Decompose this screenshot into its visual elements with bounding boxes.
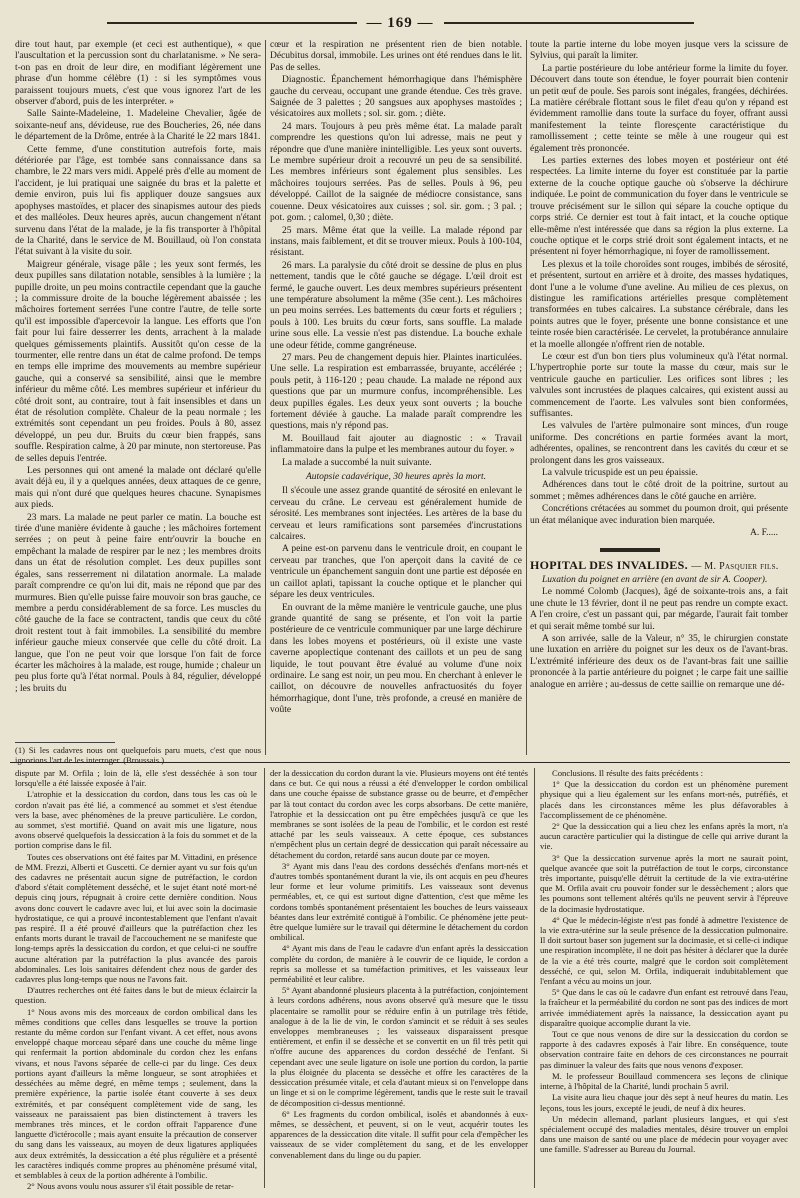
bottom-column-3 bbox=[540, 768, 788, 1188]
bottom-column-2 bbox=[270, 768, 528, 1188]
section-author: — M. Pasquier fils. bbox=[691, 561, 779, 572]
paragraph: Concrétions crétacées au sommet du poumon droit, qui présente un état mélanique avec induration bien marquée. bbox=[530, 504, 788, 526]
paragraph: Tout ce que nous venons de dire sur la dessiccation du cordon se rapporte à des cadavres exposés à l'air libre. En conséquence, toute observation contraire faite en dehors de ces circonstances ne pourrait pas diminuer la valeur des faits que nous venons d'exposer. bbox=[540, 1029, 788, 1070]
paragraph: 4° Que le médecin-légiste n'est pas fondé à admettre l'existence de la vie extra-utérine sur la seule présence de la dessiccation pulmonaire. Il doit surtout baser son jugement sur la docimasie, et si celle-ci indique une respiration incomplète, il ne doit pas hésiter à déclarer que la durée de la vie a été très courte, malgré que le cordon soit complètement desséché, ce qui, selon M. Orfila, indiquerait indubitablement que l'enfant a vécu au moins un jour. bbox=[540, 914, 788, 987]
paragraph: La malade a succombé la nuit suivante. bbox=[282, 457, 432, 468]
paragraph: A son arrivée, salle de la Valeur, n° 35, le chirurgien constate une luxation en arrière du poignet sur les deux os de l'avant-bras. L'extrémité inférieure des deux os de l'avant-bras fait une saillie prononcée à la partie antérieure du poignet ; le carpe fait une saillie analogue en arrière ; au-dessus de cette saillie on remarque une dé- bbox=[530, 634, 788, 690]
section-separator bbox=[600, 548, 660, 552]
paragraph: 3° Ayant mis dans l'eau des cordons desséchés d'enfans mort-nés et d'autres tombés spontanément durant la vie, ils ont acquis en peu d'heures leur forme et leur volume primitifs. Les vaisseaux sont devenus perméables, et, ce qui est surtout digne d'attention, c'est que même les cordons tombés spontanément présentaient les bouches de leurs vaisseaux béantes dans leur extrémité contiguë à l'ombilic. Ce phénomène jette peut-être quelque lumière sur le travail qui détermine le détachement du cordon ombilical. bbox=[270, 860, 528, 943]
footnote: (1) Si les cadavres nous ont quelquefois paru muets, c'est que nous ignorions l'art de les interroger. (Broussais.) bbox=[15, 745, 261, 765]
paragraph: A peine est-on parvenu dans le ventricule droit, en coupant le cerveau par tranches, que l'on aperçoit dans la cavité de ce ventricule un épanchement sanguin dont une partie est déposée en un caillot aplati, tapissant la couche optique et le plancher qui sépare les deux ventricules. bbox=[270, 544, 522, 601]
paragraph: 6° Les fragments du cordon ombilical, isolés et abandonnés à eux-mêmes, se dessèchent, et peuvent, si on le veut, acquérir toutes les apparences de la dessiccation dite vitale. Il suffit pour cela d'empêcher les vaisseaux de se vider complètement du sang, et de les envelopper convenablement dans du linge ou du papier. bbox=[270, 1108, 528, 1160]
paragraph: Le nommé Colomb (Jacques), âgé de soixante-trois ans, a fait une chute le 13 février, dont il ne peut pas rendre un compte exact. A l'en croire, c'est un passant qui, par mégarde, l'aurait fait tomber et qui serait même tombé sur lui. bbox=[530, 587, 788, 632]
column-1 bbox=[15, 40, 261, 694]
paragraph: 3° Que la dessiccation survenue après la mort ne saurait point, quelque avancée que soit la putréfaction de tout le corps, circonstance très importante, puisqu'elle détruit la certitude de la vie extra-utérine que M. Orfila avait cru pouvoir fonder sur le dessèchement ; alors que les poumons sont tellement altérés qu'ils ne peuvent servir à l'épreuve de la docimasie hydrostatique. bbox=[540, 852, 788, 914]
header-rule-right bbox=[444, 22, 694, 24]
paragraph: Le cœur est d'un bon tiers plus volumineux qu'à l'état normal. L'hypertrophie porte sur toute la masse du cœur, mais sur le ventricule gauche en particulier. Les orifices sont libres ; les valvules sont incrustées de plaques calcaires, qui existent aussi au commencement de l'aorte. Les valvules sont bien conformées, suffisantes. bbox=[530, 351, 788, 419]
paragraph: En ouvrant de la même manière le ventricule gauche, une plus grande quantité de sang se présente, et l'on voit la partie postérieure de ce ventricule communiquer par une large déchirure dans les lobes moyens et postérieurs, où il existe une vaste caverne apoplectique contenant des caillots et un peu de sang liquide, le tout pouvant être évalué au volume d'une noix ordinaire. Le sang est noir, un peu mou. En cherchant à enlever le caillot, on découvre de nouvelles anfractuosités du foyer hémorrhagique, dont l'une, très profonde, a creusé en manière de voûte bbox=[270, 602, 522, 716]
paragraph: 26 mars. La paralysie du côté droit se dessine de plus en plus nettement, tandis que le côté gauche se dégage. L'œil droit est fermé, le gauche ouvert. Les deux membres supérieurs présentent une température absolument la même (35e cent.). Les mâchoires un peu moins serrées. Les battements du cœur forts et réguliers ; pouls à 100. Les bruits du cœur forts, sans souffle. La malade urine sous elle. La vessie n'est pas distendue. La bouche exhale une odeur fétide, comme gangréneuse. bbox=[270, 260, 522, 351]
page-number: — 169 — bbox=[366, 14, 434, 31]
paragraph: Les valvules de l'artère pulmonaire sont minces, d'un rouge uniforme. Des concrétions en partie formées avant la mort, adhérentes, opalines, se rencontrent dans les cavités du cœur et se prolongent dans les gros vaisseaux. bbox=[530, 421, 788, 466]
column-divider bbox=[264, 768, 265, 1188]
paragraph: M. le professeur Bouillaud commencera ses leçons de clinique interne, à l'hôpital de la Charité, lundi prochain 5 avril. bbox=[540, 1070, 788, 1092]
paragraph: Maigreur générale, visage pâle ; les yeux sont fermés, les deux pupilles sans dilatation notable, sensibles à la lumière ; la pupille droite, un peu moins contractile cependant que la gauche ; la commissure droite de la bouche légèrement abaissée ; les mâchoires fortement serrées l'une contre l'autre, de telle sorte qu'il est impossible d'apercevoir la langue. Les efforts que l'on fait pour lui faire desserrer les dents, arrachent à la malade quelques gémissements plaintifs. Aussitôt qu'on cesse de la tourmenter, elle rentre dans un état de calme profond. De temps en temps elle imprime des mouvements au membre supérieur gauche, qui a conservé sa sensibilité, ainsi que le membre inférieur du même côté. Les membres supérieur et inférieur du côté droit sont, au contraire, tout à fait insensibles et dans un état de résolution complète. Chaleur de la peau normale ; les extrémités sont cependant un peu froides. Pouls à 80, assez développé, un peu dur. Bruits du cœur bien frappés, sans souffle. Respiration calme, à 20 par minute, non stertoreuse. Pas de selles depuis l'entrée. bbox=[15, 259, 261, 464]
paragraph: toute la partie interne du lobe moyen jusque vers la scissure de Sylvius, qui paraît la limiter. bbox=[530, 40, 788, 62]
footnote-rule bbox=[15, 742, 115, 743]
column-divider bbox=[526, 40, 527, 755]
section-title: HOPITAL DES INVALIDES. bbox=[530, 558, 688, 572]
paragraph: La valvule tricuspide est un peu épaissie. bbox=[542, 468, 698, 479]
paragraph: 4° Ayant mis dans de l'eau le cadavre d'un enfant après la dessiccation complète du cordon, de manière à le couvrir de ce liquide, le cordon a repris sa mollesse et sa tuméfaction primitives, et les vaisseaux leur perméabilité et leur calibre. bbox=[270, 943, 528, 985]
paragraph: Il s'écoule une assez grande quantité de sérosité en enlevant le cerveau du crâne. Le cerveau est généralement humide de sérosité. Les membranes sont injectées. Les artères de la base du cerveau et leurs ramifications sont parsemées d'incrustations calcaires. bbox=[270, 486, 522, 543]
paragraph: Salle Sainte-Madeleine, 1. Madeleine Chevalier, âgée de soixante-neuf ans, dévideuse, rue des Boucheries, 26, née dans le département de la Drôme, entrée à la Charité le 22 mars 1841. bbox=[15, 109, 261, 143]
page-header bbox=[0, 12, 800, 34]
autopsy-heading: Autopsie cadavérique, 30 heures après la mort. bbox=[305, 472, 487, 483]
paragraph: Cette femme, d'une constitution autrefois forte, mais détériorée par l'âge, est tombée sans connaissance dans sa chambre, le 22 mars vers midi. Appelé près d'elle au moment de l'accident, je lui pratiquai une saignée du bras et la palette et demie environ, puis lui fis appliquer douze sangsues aux apophyses mastoïdes, et placer des sinapismes autour des pieds et des malléoles. Deux heures après, aucun changement n'étant survenu dans l'état de la malade, je la fis transporter à l'hôpital de la Charité, dans le service de M. Bouillaud, où l'on constata l'état suivant à la visite du soir. bbox=[15, 144, 261, 258]
paragraph: der la dessiccation du cordon durant la vie. Plusieurs moyens ont été tentés dans ce but. Ce qui nous a réussi a été d'envelopper le cordon ombilical dans une couche épaisse de substance grasse ou de beurre, et d'empêcher par là tout contact du cordon avec les corps absorbans. De cette manière, l'atrophie et la dessiccation ont pu être empêchées jusqu'à ce que les membranes se sont isolées de la peau de l'ombilic, et le cordon est resté attaché par les seuls vaisseaux. A cette époque, ces substances n'empêchent plus un certain degré de dessiccation qui paraît nécessaire au détachement du cordon, retardé sans aucun doute par ce moyen. bbox=[270, 768, 528, 860]
paragraph: M. Bouillaud fait ajouter au diagnostic : « Travail inflammatoire dans la pulpe et les membranes autour du foyer. » bbox=[270, 433, 522, 456]
paragraph: Les parties externes des lobes moyen et postérieur ont été respectées. La limite interne du foyer est constituée par la partie externe de la couche optique gauche où s'observe la déchirure indiquée. Le point de communication du foyer dans le ventricule se trouve précisément sur le sillon qui sépare la couche optique du corps strié. Ce dernier est tout à fait intact, et la couche optique elle-même n'est intéressée que dans sa région la plus externe. La couche optique et le corps strié droit sont également intacts, et ne présentent ni foyer hémorrhagique, ni foyer de ramollissement. bbox=[530, 156, 788, 258]
paragraph: 5° Que dans le cas où le cadavre d'un enfant est retrouvé dans l'eau, la fraîcheur et la perméabilité du cordon ne sont pas des indices de mort arrivée immédiatement après la naissance, la dessiccation ayant pu disparaître quoique accomplie durant la vie. bbox=[540, 987, 788, 1028]
paragraph: Adhérences dans tout le côté droit de la poitrine, surtout au sommet ; mêmes adhérences dans le côté gauche en arrière. bbox=[530, 480, 788, 502]
paragraph: L'atrophie et la dessiccation du cordon, dans tous les cas où le cordon n'avait pas été lié, a commencé au sommet et s'est étendue vers la base, avec phénomènes de la preuve particulière. Le cordon, au sommet, s'est mortifié. Quand on avait mis une ligature, nous avons observé quelquefois la dessiccation à la fois du sommet et de la portion comprise dans le fil. bbox=[15, 789, 257, 851]
paragraph: 25 mars. Même état que la veille. La malade répond par instans, mais faiblement, et dit se trouver mieux. Pouls à 100-104, résistant. bbox=[270, 225, 522, 259]
paragraph: 1° Nous avons mis des morceaux de cordon ombilical dans les mêmes conditions que celles dans lesquelles se trouve la portion restante du même cordon sur l'enfant vivant. A cet effet, nous avons enveloppé chaque morceau séparé dans une couche du même linge qui renfermait la portion abdominale du cordon chez les enfans vivans, et nous l'avons séparée de celle-ci par du linge. Ces deux portions ayant d'ailleurs la même longueur, se sont atrophiées et desséchées au même degré, en même temps ; seulement, dans la première expérience, la partie isolée étant couverte à ses deux extrémités, et par conséquent complètement vide de sang, les vaisseaux ne paraissaient pas bien distinctement à travers les membranes très minces, et le cordon offrait l'apparence d'une languette d'ictérocolle ; mais ayant ensuite la précaution de conserver du sang dans les vaisseaux, au moyen de deux ligatures appliquées aux deux extrémités, la dessiccation a été plus régulière et a présenté les caractères indiqués comme propres au phénomène présumé vital, et semblables à ceux de la portion adhérente à l'ombilic. bbox=[15, 1006, 257, 1180]
paragraph: 1° Que la dessiccation du cordon est un phénomène purement physique qui a lieu également sur les enfans mort-nés, putréfiés, et placés dans les circonstances même les plus défavorables à l'accomplissement de ce phénomène. bbox=[540, 779, 788, 820]
paragraph: Les plexus et la toile choroïdes sont rouges, imbibés de sérosité, et présentent, surtout en arrière et à droite, des masses hydatiques, dont l'une a le volume d'une aveline. Au milieu de ces plexus, on distingue les ramifications artérielles presque complètement transformées en tubes calcaires. La substance cérébrale, dans les points autres que le foyer, présente une bonne consistance et une teinte rosée bien caractérisée. Le cervelet, la protubérance annulaire et la moelle allongée n'offrent rien de notable. bbox=[530, 259, 788, 350]
page-number-value: 169 bbox=[387, 14, 413, 31]
signature: A. F..... bbox=[749, 528, 778, 539]
column-3 bbox=[530, 40, 788, 540]
paragraph: Toutes ces observations ont été faites par M. Vittadini, en présence de MM. Frezzi, Alberti et Guscetti. Ce dernier ayant vu sur fois qu'un des cadavres ne présentait aucun signe de putréfaction, le cordon d'abord s'était complètement desséché, et le sujet étant noté mort-né depuis cinq jours, répugnait à croire cette dernière condition. Nous avons donc couvert le cadavre avec lui, et lui avec soin la docimasie hydrostatique, ce qui a prouvé incontestablement que l'enfant n'avait pas respiré. Il a été prouvé d'ailleurs que la putréfaction chez les enfants morts durant le travail de l'accouchement ne se manifeste que long-temps après la dessiccation du cordon, et que celui-ci ne souffre aucune altération par la putréfaction la plus avancée des parois abdominales. Les lois sanitaires défendent chez nous de garder des cadavres plus long-temps que nous ne l'avons fait. bbox=[15, 851, 257, 985]
paragraph: dispute par M. Orfila ; loin de là, elle s'est desséchée à son tour lorsqu'elle a été laissée exposée à l'air. bbox=[15, 768, 257, 789]
paragraph: Les personnes qui ont amené la malade ont déclaré qu'elle avait déjà eu, il y a quelques années, deux attaques de ce genre, mais qui n'ont duré que quelques heures chacune. Synapismes aux pieds. bbox=[15, 466, 261, 511]
header-rule-left bbox=[107, 22, 357, 24]
paragraph: 23 mars. La malade ne peut parler ce matin. La bouche est tirée d'une manière évidente à gauche ; les mâchoires fortement serrées ; on peut à peine faire entr'ouvrir la bouche en empêchant la malade de respirer par le nez ; les membres droits dans un état de résolution complet. Les deux pupilles sont égales, sans resserrement ni dilatation anormale. La malade paraît comprendre ce qu'on lui dit, mais ne répond que par des murmures. Bien qu'elle puisse faire mouvoir son bras gauche, ce membre a perdu considérablement de sa force. Les muscles du côté gauche de la face se contractent, tandis que ceux du côté droit restent tout à fait immobiles. La sensibilité du membre inférieur gauche mieux conservée que celle du côté droit. La langue, que l'on ne peut voir que lorsque l'on fait de force écarter les mâchoires à la malade, est rouge, humide ; chaleur un peu plus forte qu'à l'état normal. Pouls à 84, régulier, développé ; les bruits du bbox=[15, 512, 261, 694]
column-divider bbox=[265, 40, 266, 755]
paragraph: 2° Que la dessiccation qui a lieu chez les enfans après la mort, n'a aucun caractère particulier qui la distingue de celle qui arrive durant la vie. bbox=[540, 821, 788, 852]
paragraph: 24 mars. Toujours à peu près même état. La malade paraît comprendre les questions qu'on lui adresse, mais ne peut y répondre que d'une manière inintelligible. Les yeux sont ouverts. Le membre supérieur droit a recouvré un peu de sa sensibilité. Les membres inférieurs sont également plus sensibles. Les mâchoires toujours serrées. Pas de selles. Pouls à 96, peu développé. Caillot de la saignée de médiocre consistance, sans couenne. Deux vésicatoires aux cuisses ; sol. sir. gom. ; 3 pal. ; pot. gom. ; calomel, 0,30 ; diète. bbox=[270, 121, 522, 224]
article-subtitle: Luxation du poignet en arrière (en avant de sir A. Cooper). bbox=[542, 575, 768, 585]
column-2 bbox=[270, 40, 522, 716]
column-divider bbox=[534, 768, 535, 1188]
bottom-column-1 bbox=[15, 768, 257, 1192]
section-heading bbox=[530, 558, 788, 573]
paragraph: Conclusions. Il résulte des faits précédents : bbox=[552, 768, 704, 778]
paragraph: La partie postérieure du lobe antérieur forme la limite du foyer. Découvert dans toute son étendue, le foyer pourrait bien contenir un petit œuf de poule. Ses parois sont inégales, frangées, déchirées. La matière cérébrale flottant sous le filet d'eau qu'on y répand est évidemment ramollie dans toute la surface du foyer, offrant aussi manifestement la teinte floresçente caractéristique du ramollissement ; cette teinte se mêle à une rougeur qui est également très prononcée. bbox=[530, 63, 788, 154]
paragraph: D'autres recherches ont été faites dans le but de mieux éclaircir la question. bbox=[15, 985, 257, 1006]
paragraph: 27 mars. Peu de changement depuis hier. Plaintes inarticulées. Une selle. La respiration est embarrassée, bruyante, accélérée ; pouls petit, à 116-120 ; peau chaude. La malade ne répond aux questions que par un murmure confus, incompréhensible. Les deux pupilles égales. Les deux yeux sont ouverts ; la bouche fortement déviée à gauche. La malade paraît comprendre les questions, mais n'y répond pas. bbox=[270, 352, 522, 432]
paragraph: Diagnostic. Épanchement hémorrhagique dans l'hémisphère gauche du cerveau, occupant une grande étendue. Ces très grave. Saignée de 3 palettes ; 20 sangsues aux apophyses mastoïdes ; vésicatoires aux mollets ; sol. sir. gom. ; diète. bbox=[270, 75, 522, 120]
paragraph: dire tout haut, par exemple (et ceci est authentique), « que l'auscultation et la percussion sont du charlatanisme. » Ne sera-t-on pas en droit de leur dire, en modifiant légèrement une phrase d'un homme célèbre (1) : si les symptômes vous paraissent toujours muets, c'est que vous ignorez l'art de les observer d'abord, puis de les interpréter. » bbox=[15, 40, 261, 108]
paragraph: 2° Nous avons voulu nous assurer s'il était possible de retar- bbox=[27, 1181, 234, 1192]
paragraph: Un médecin allemand, parlant plusieurs langues, et qui s'est spécialement occupé des maladies mentales, désire trouver un emploi dans une maison de santé ou une place de médecin pour voyager avec une famille. S'adresser au Bureau du Journal. bbox=[540, 1113, 788, 1155]
horizontal-divider bbox=[10, 762, 790, 763]
paragraph: cœur et la respiration ne présentent rien de bien notable. Décubitus dorsal, immobile. Les urines ont été rendues dans le lit. Pas de selles. bbox=[270, 40, 522, 73]
paragraph: 5° Ayant abandonné plusieurs placenta à la putréfaction, conjointement à leurs cordons adhérens, nous avons observé qu'à mesure que le tissu placentaire se ramollit pour se réduire enfin à un putrilage très fétide, analogue à de la lie de vin, le cordon s'amincit et se réduit à ses seules enveloppes membraneuses ; les vaisseaux disparaissent presque entièrement, et enfin il se dessèche et se convertit en un fil très petit qui n'offre aucune des apparences du cordon desséché de l'enfant. Si cependant avec une seule ligature on isole une portion du cordon, la partie la plus éloignée du placenta se dessèche et offre les caractères de la dessiccation présumée vitale, et cela d'autant mieux si on l'enveloppe dans un linge et si on le comprime légèrement, tandis que le reste suit le travail de décomposition ci-dessus mentionné. bbox=[270, 985, 528, 1108]
column-3-continued bbox=[530, 575, 788, 755]
paragraph: La visite aura lieu chaque jour dès sept à neuf heures du matin. Les leçons, tous les jours, excepté le jeudi, de neuf à dix heures. bbox=[540, 1092, 788, 1113]
